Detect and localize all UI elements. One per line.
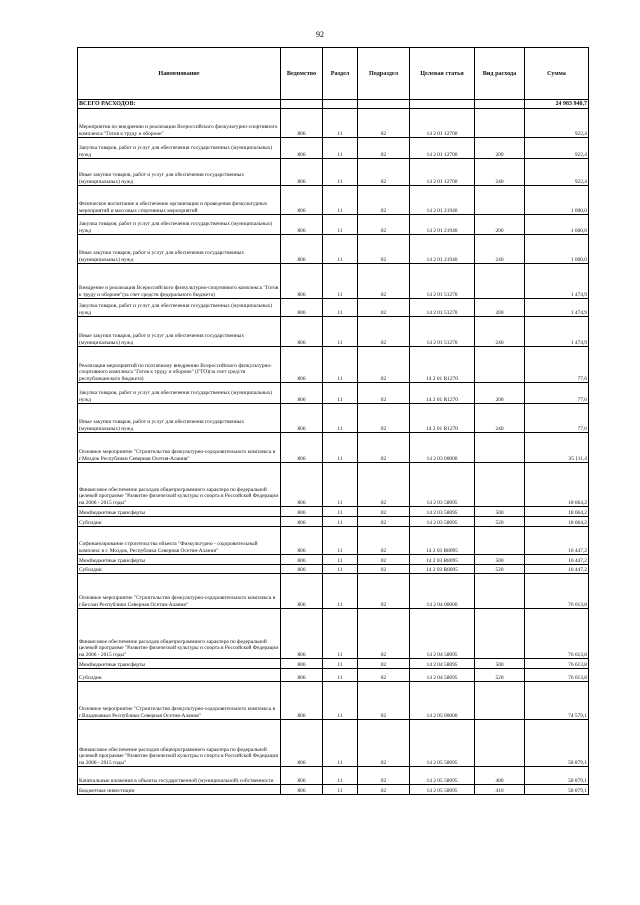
cell-razdel: 11	[323, 138, 358, 159]
cell-podrazdel: 02	[358, 159, 410, 186]
cell-vedomstvo: 806	[281, 433, 323, 463]
cell-target-article	[410, 100, 475, 109]
cell-vedomstvo: 806	[281, 463, 323, 507]
cell-sum: 922,4	[525, 138, 589, 159]
cell-vedomstvo: 806	[281, 574, 323, 609]
header-name: Наименование	[78, 48, 281, 100]
cell-expense-type: 200	[475, 138, 525, 159]
cell-sum: 76 613,8	[525, 609, 589, 659]
cell-sum: 1 474,9	[525, 264, 589, 299]
cell-expense-type	[475, 109, 525, 138]
table-row	[78, 682, 589, 720]
cell-target-article: 14 2 01 21940	[410, 235, 475, 264]
cell-name: Основное мероприятие "Строительство физкультурно-оздоровительного комплекса в г.Моздок Республики Северная Осетия-Алания"	[78, 433, 281, 463]
cell-expense-type	[475, 433, 525, 463]
cell-sum: 18 664,2	[525, 517, 589, 527]
cell-expense-type	[475, 720, 525, 767]
cell-expense-type: 240	[475, 235, 525, 264]
cell-podrazdel: 02	[358, 264, 410, 299]
cell-podrazdel: 02	[358, 767, 410, 785]
cell-sum: 35 111,4	[525, 433, 589, 463]
cell-razdel: 11	[323, 383, 358, 404]
cell-podrazdel: 02	[358, 138, 410, 159]
table-row	[78, 720, 589, 767]
table-row	[78, 264, 589, 299]
table-row	[78, 317, 589, 347]
cell-target-article: 14 2 04 00000	[410, 574, 475, 609]
cell-razdel: 11	[323, 527, 358, 555]
cell-sum: 16 447,2	[525, 527, 589, 555]
table-row	[78, 659, 589, 669]
cell-name: Финансовое обеспечение расходов общепрограммного характера по федеральной целевой программе "Развитие физической культуры и спорта в Российской Федерации на 2006 - 2015 годы"	[78, 609, 281, 659]
table-row	[78, 609, 589, 659]
table-body	[78, 100, 589, 795]
cell-name: Межбюджетные трансферты	[78, 507, 281, 517]
budget-table	[77, 47, 589, 795]
cell-sum: 1 000,0	[525, 235, 589, 264]
cell-name: Основное мероприятие "Строительство физкультурно-оздоровительного комплекса в г.Беслан Республики Северная Осетия-Алания"	[78, 574, 281, 609]
cell-podrazdel: 02	[358, 669, 410, 682]
table-row	[78, 785, 589, 795]
cell-sum: 18 664,2	[525, 463, 589, 507]
cell-target-article: 14 2 03 58095	[410, 507, 475, 517]
cell-razdel: 11	[323, 682, 358, 720]
cell-razdel: 11	[323, 264, 358, 299]
cell-name: Мероприятия по внедрению и реализации Всероссийского физкультурно-спортивного комплекса "Готов к труду и обороне"	[78, 109, 281, 138]
cell-vedomstvo: 806	[281, 720, 323, 767]
cell-razdel: 11	[323, 785, 358, 795]
cell-expense-type	[475, 100, 525, 109]
cell-podrazdel: 02	[358, 555, 410, 565]
cell-razdel: 11	[323, 517, 358, 527]
cell-podrazdel: 02	[358, 720, 410, 767]
cell-expense-type	[475, 527, 525, 555]
cell-expense-type: 200	[475, 215, 525, 235]
cell-razdel: 11	[323, 404, 358, 433]
table-row	[78, 767, 589, 785]
header-target-article: Целевая статья	[410, 48, 475, 100]
cell-vedomstvo: 806	[281, 347, 323, 383]
cell-target-article: 14 2 01 R1270	[410, 347, 475, 383]
cell-target-article: 14 2 03 58095	[410, 463, 475, 507]
cell-razdel: 11	[323, 463, 358, 507]
cell-name: Закупка товаров, работ и услуг для обеспечения государственных (муниципальных) нужд	[78, 215, 281, 235]
cell-vedomstvo: 806	[281, 215, 323, 235]
cell-name: Бюджетные инвестиции	[78, 785, 281, 795]
cell-vedomstvo: 806	[281, 527, 323, 555]
table-row	[78, 463, 589, 507]
cell-sum: 58 879,1	[525, 767, 589, 785]
table-row	[78, 235, 589, 264]
header-razdel: Раздел	[323, 48, 358, 100]
cell-name: ВСЕГО РАСХОДОВ:	[78, 100, 281, 109]
cell-name: Субсидии	[78, 669, 281, 682]
cell-sum: 77,6	[525, 404, 589, 433]
cell-sum: 58 879,1	[525, 785, 589, 795]
cell-target-article: 14 2 01 12700	[410, 138, 475, 159]
cell-podrazdel: 02	[358, 565, 410, 574]
cell-sum: 1 474,9	[525, 317, 589, 347]
cell-name: Закупка товаров, работ и услуг для обеспечения государственных (муниципальных) нужд	[78, 138, 281, 159]
cell-podrazdel: 02	[358, 682, 410, 720]
cell-podrazdel: 02	[358, 463, 410, 507]
table-row	[78, 138, 589, 159]
cell-sum: 16 447,2	[525, 565, 589, 574]
cell-razdel: 11	[323, 574, 358, 609]
cell-vedomstvo: 806	[281, 555, 323, 565]
cell-expense-type: 240	[475, 317, 525, 347]
cell-podrazdel: 02	[358, 517, 410, 527]
table-row	[78, 186, 589, 215]
cell-name: Финансовое обеспечение расходов общепрограммного характера по федеральной целевой программе "Развитие физической культуры и спорта в Российской Федерации на 2006 - 2015 годы"	[78, 463, 281, 507]
cell-razdel: 11	[323, 555, 358, 565]
cell-sum: 922,4	[525, 109, 589, 138]
cell-vedomstvo: 806	[281, 235, 323, 264]
cell-razdel: 11	[323, 215, 358, 235]
cell-razdel: 11	[323, 317, 358, 347]
cell-razdel: 11	[323, 347, 358, 383]
table-row	[78, 574, 589, 609]
cell-sum: 77,6	[525, 347, 589, 383]
page-number: 92	[316, 30, 324, 39]
cell-name: Иные закупки товаров, работ и услуг для обеспечения государственных (муниципальных) нужд	[78, 317, 281, 347]
header-expense-type: Вид расхода	[475, 48, 525, 100]
table-row	[78, 109, 589, 138]
cell-target-article: 14 2 01 51270	[410, 299, 475, 317]
cell-razdel: 11	[323, 659, 358, 669]
cell-target-article: 14 2 05 58095	[410, 720, 475, 767]
cell-expense-type	[475, 347, 525, 383]
cell-target-article: 14 2 03 R8095	[410, 565, 475, 574]
cell-sum: 58 879,1	[525, 720, 589, 767]
cell-razdel: 11	[323, 109, 358, 138]
cell-target-article: 14 2 04 58095	[410, 659, 475, 669]
table-row	[78, 299, 589, 317]
cell-razdel	[323, 100, 358, 109]
cell-expense-type	[475, 609, 525, 659]
cell-razdel: 11	[323, 609, 358, 659]
cell-name: Закупка товаров, работ и услуг для обеспечения государственных (муниципальных) нужд	[78, 383, 281, 404]
cell-podrazdel: 02	[358, 299, 410, 317]
cell-expense-type: 200	[475, 383, 525, 404]
cell-razdel: 11	[323, 565, 358, 574]
cell-sum: 1 000,0	[525, 186, 589, 215]
table-row	[78, 383, 589, 404]
cell-target-article: 14 2 01 12700	[410, 109, 475, 138]
cell-sum: 24 983 940,7	[525, 100, 589, 109]
table-row	[78, 669, 589, 682]
cell-vedomstvo: 806	[281, 669, 323, 682]
cell-podrazdel: 02	[358, 235, 410, 264]
cell-podrazdel: 02	[358, 574, 410, 609]
cell-target-article: 14 2 05 58095	[410, 785, 475, 795]
cell-sum: 74 579,1	[525, 682, 589, 720]
cell-sum: 16 447,2	[525, 555, 589, 565]
cell-razdel: 11	[323, 159, 358, 186]
table-header-row	[78, 48, 589, 100]
header-vedomstvo: Ведомство	[281, 48, 323, 100]
cell-target-article: 14 2 01 12700	[410, 159, 475, 186]
cell-razdel: 11	[323, 720, 358, 767]
cell-expense-type: 500	[475, 659, 525, 669]
cell-expense-type	[475, 264, 525, 299]
cell-expense-type: 520	[475, 669, 525, 682]
cell-expense-type: 410	[475, 785, 525, 795]
cell-expense-type: 520	[475, 565, 525, 574]
cell-target-article: 14 2 03 R8095	[410, 555, 475, 565]
table-row	[78, 159, 589, 186]
table-row	[78, 404, 589, 433]
cell-podrazdel: 02	[358, 317, 410, 347]
cell-name: Внедрение и реализация Всероссийского физкультурно-спортивного комплекса "Готов к труду и обороне"(за счет средств федерального бюджета)	[78, 264, 281, 299]
table-row	[78, 565, 589, 574]
cell-name: Софинансирование строительства объекта "Физкультурно - оздоровительный комплекс в г. Моздок, Республика Северная Осетия-Алания"	[78, 527, 281, 555]
cell-target-article: 14 2 01 R1270	[410, 383, 475, 404]
cell-vedomstvo: 806	[281, 138, 323, 159]
cell-target-article: 14 2 01 R1270	[410, 404, 475, 433]
cell-vedomstvo: 806	[281, 767, 323, 785]
cell-vedomstvo: 806	[281, 609, 323, 659]
cell-expense-type: 500	[475, 555, 525, 565]
table-row	[78, 507, 589, 517]
cell-target-article: 14 2 03 58095	[410, 517, 475, 527]
cell-target-article: 14 2 05 00000	[410, 682, 475, 720]
cell-sum: 1 474,9	[525, 299, 589, 317]
cell-expense-type	[475, 574, 525, 609]
cell-expense-type	[475, 186, 525, 215]
cell-podrazdel: 02	[358, 215, 410, 235]
cell-vedomstvo: 806	[281, 404, 323, 433]
cell-vedomstvo: 806	[281, 785, 323, 795]
cell-podrazdel: 02	[358, 785, 410, 795]
cell-podrazdel	[358, 100, 410, 109]
cell-expense-type: 240	[475, 159, 525, 186]
cell-podrazdel: 02	[358, 404, 410, 433]
cell-sum: 76 613,8	[525, 659, 589, 669]
cell-vedomstvo	[281, 100, 323, 109]
table-row	[78, 215, 589, 235]
cell-vedomstvo: 806	[281, 159, 323, 186]
cell-name: Финансовое обеспечение расходов общепрограммного характера по федеральной целевой программе "Развитие физической культуры и спорта в Российской Федерации на 2006 - 2015 годы"	[78, 720, 281, 767]
cell-podrazdel: 02	[358, 186, 410, 215]
cell-razdel: 11	[323, 669, 358, 682]
cell-razdel: 11	[323, 299, 358, 317]
cell-name: Субсидии	[78, 565, 281, 574]
cell-razdel: 11	[323, 235, 358, 264]
cell-podrazdel: 02	[358, 659, 410, 669]
table-row	[78, 517, 589, 527]
cell-sum: 922,4	[525, 159, 589, 186]
cell-name: Иные закупки товаров, работ и услуг для обеспечения государственных (муниципальных) нужд	[78, 159, 281, 186]
cell-vedomstvo: 806	[281, 517, 323, 527]
cell-expense-type: 520	[475, 517, 525, 527]
cell-podrazdel: 02	[358, 109, 410, 138]
cell-name: Реализация мероприятий по поэтапному внедрению Всероссийского физкультурно-спортивного комплекса "Готов к труду и обороне" (ГТО)(за счет средств республиканского бюджета)	[78, 347, 281, 383]
cell-expense-type: 500	[475, 507, 525, 517]
cell-podrazdel: 02	[358, 527, 410, 555]
header-podrazdel: Подраздел	[358, 48, 410, 100]
header-sum: Сумма	[525, 48, 589, 100]
cell-expense-type	[475, 682, 525, 720]
cell-vedomstvo: 806	[281, 264, 323, 299]
cell-name: Закупка товаров, работ и услуг для обеспечения государственных (муниципальных) нужд	[78, 299, 281, 317]
cell-name: Основное мероприятие "Строительство физкультурно-оздоровительного комплекса в г.Владикавказ Республики Северная Осетия-Алания"	[78, 682, 281, 720]
cell-sum: 77,6	[525, 383, 589, 404]
cell-target-article: 14 2 03 00000	[410, 433, 475, 463]
cell-razdel: 11	[323, 186, 358, 215]
cell-podrazdel: 02	[358, 383, 410, 404]
table-row	[78, 433, 589, 463]
cell-target-article: 14 2 01 21940	[410, 215, 475, 235]
cell-name: Субсидии	[78, 517, 281, 527]
cell-name: Иные закупки товаров, работ и услуг для обеспечения государственных (муниципальных) нужд	[78, 404, 281, 433]
table-row	[78, 527, 589, 555]
cell-name: Межбюджетные трансферты	[78, 659, 281, 669]
cell-name: Физическое воспитание и обеспечение организации и проведения физкультурных мероприятий и массовых спортивных мероприятий	[78, 186, 281, 215]
cell-podrazdel: 02	[358, 433, 410, 463]
table-row	[78, 555, 589, 565]
cell-expense-type: 200	[475, 299, 525, 317]
cell-target-article: 14 2 01 51270	[410, 317, 475, 347]
cell-razdel: 11	[323, 507, 358, 517]
cell-sum: 76 613,8	[525, 669, 589, 682]
cell-name: Капитальные вложения в объекты государственной (муниципальной) собственности	[78, 767, 281, 785]
cell-vedomstvo: 806	[281, 565, 323, 574]
cell-target-article: 14 2 01 21940	[410, 186, 475, 215]
cell-target-article: 14 2 05 58095	[410, 767, 475, 785]
cell-podrazdel: 02	[358, 507, 410, 517]
cell-target-article: 14 2 03 R8095	[410, 527, 475, 555]
cell-target-article: 14 2 01 51270	[410, 264, 475, 299]
cell-vedomstvo: 806	[281, 109, 323, 138]
cell-sum: 1 000,0	[525, 215, 589, 235]
cell-vedomstvo: 806	[281, 507, 323, 517]
cell-expense-type	[475, 463, 525, 507]
cell-target-article: 14 2 04 58095	[410, 609, 475, 659]
cell-vedomstvo: 806	[281, 659, 323, 669]
cell-name: Иные закупки товаров, работ и услуг для обеспечения государственных (муниципальных) нужд	[78, 235, 281, 264]
cell-razdel: 11	[323, 767, 358, 785]
cell-target-article: 14 2 04 58095	[410, 669, 475, 682]
cell-podrazdel: 02	[358, 609, 410, 659]
cell-sum: 18 664,2	[525, 507, 589, 517]
cell-expense-type: 400	[475, 767, 525, 785]
cell-vedomstvo: 806	[281, 682, 323, 720]
cell-sum: 76 613,8	[525, 574, 589, 609]
cell-podrazdel: 02	[358, 347, 410, 383]
cell-expense-type: 240	[475, 404, 525, 433]
cell-razdel: 11	[323, 433, 358, 463]
total-row	[78, 100, 589, 109]
cell-vedomstvo: 806	[281, 383, 323, 404]
table-row	[78, 347, 589, 383]
cell-vedomstvo: 806	[281, 299, 323, 317]
cell-name: Межбюджетные трансферты	[78, 555, 281, 565]
cell-vedomstvo: 806	[281, 186, 323, 215]
cell-vedomstvo: 806	[281, 317, 323, 347]
